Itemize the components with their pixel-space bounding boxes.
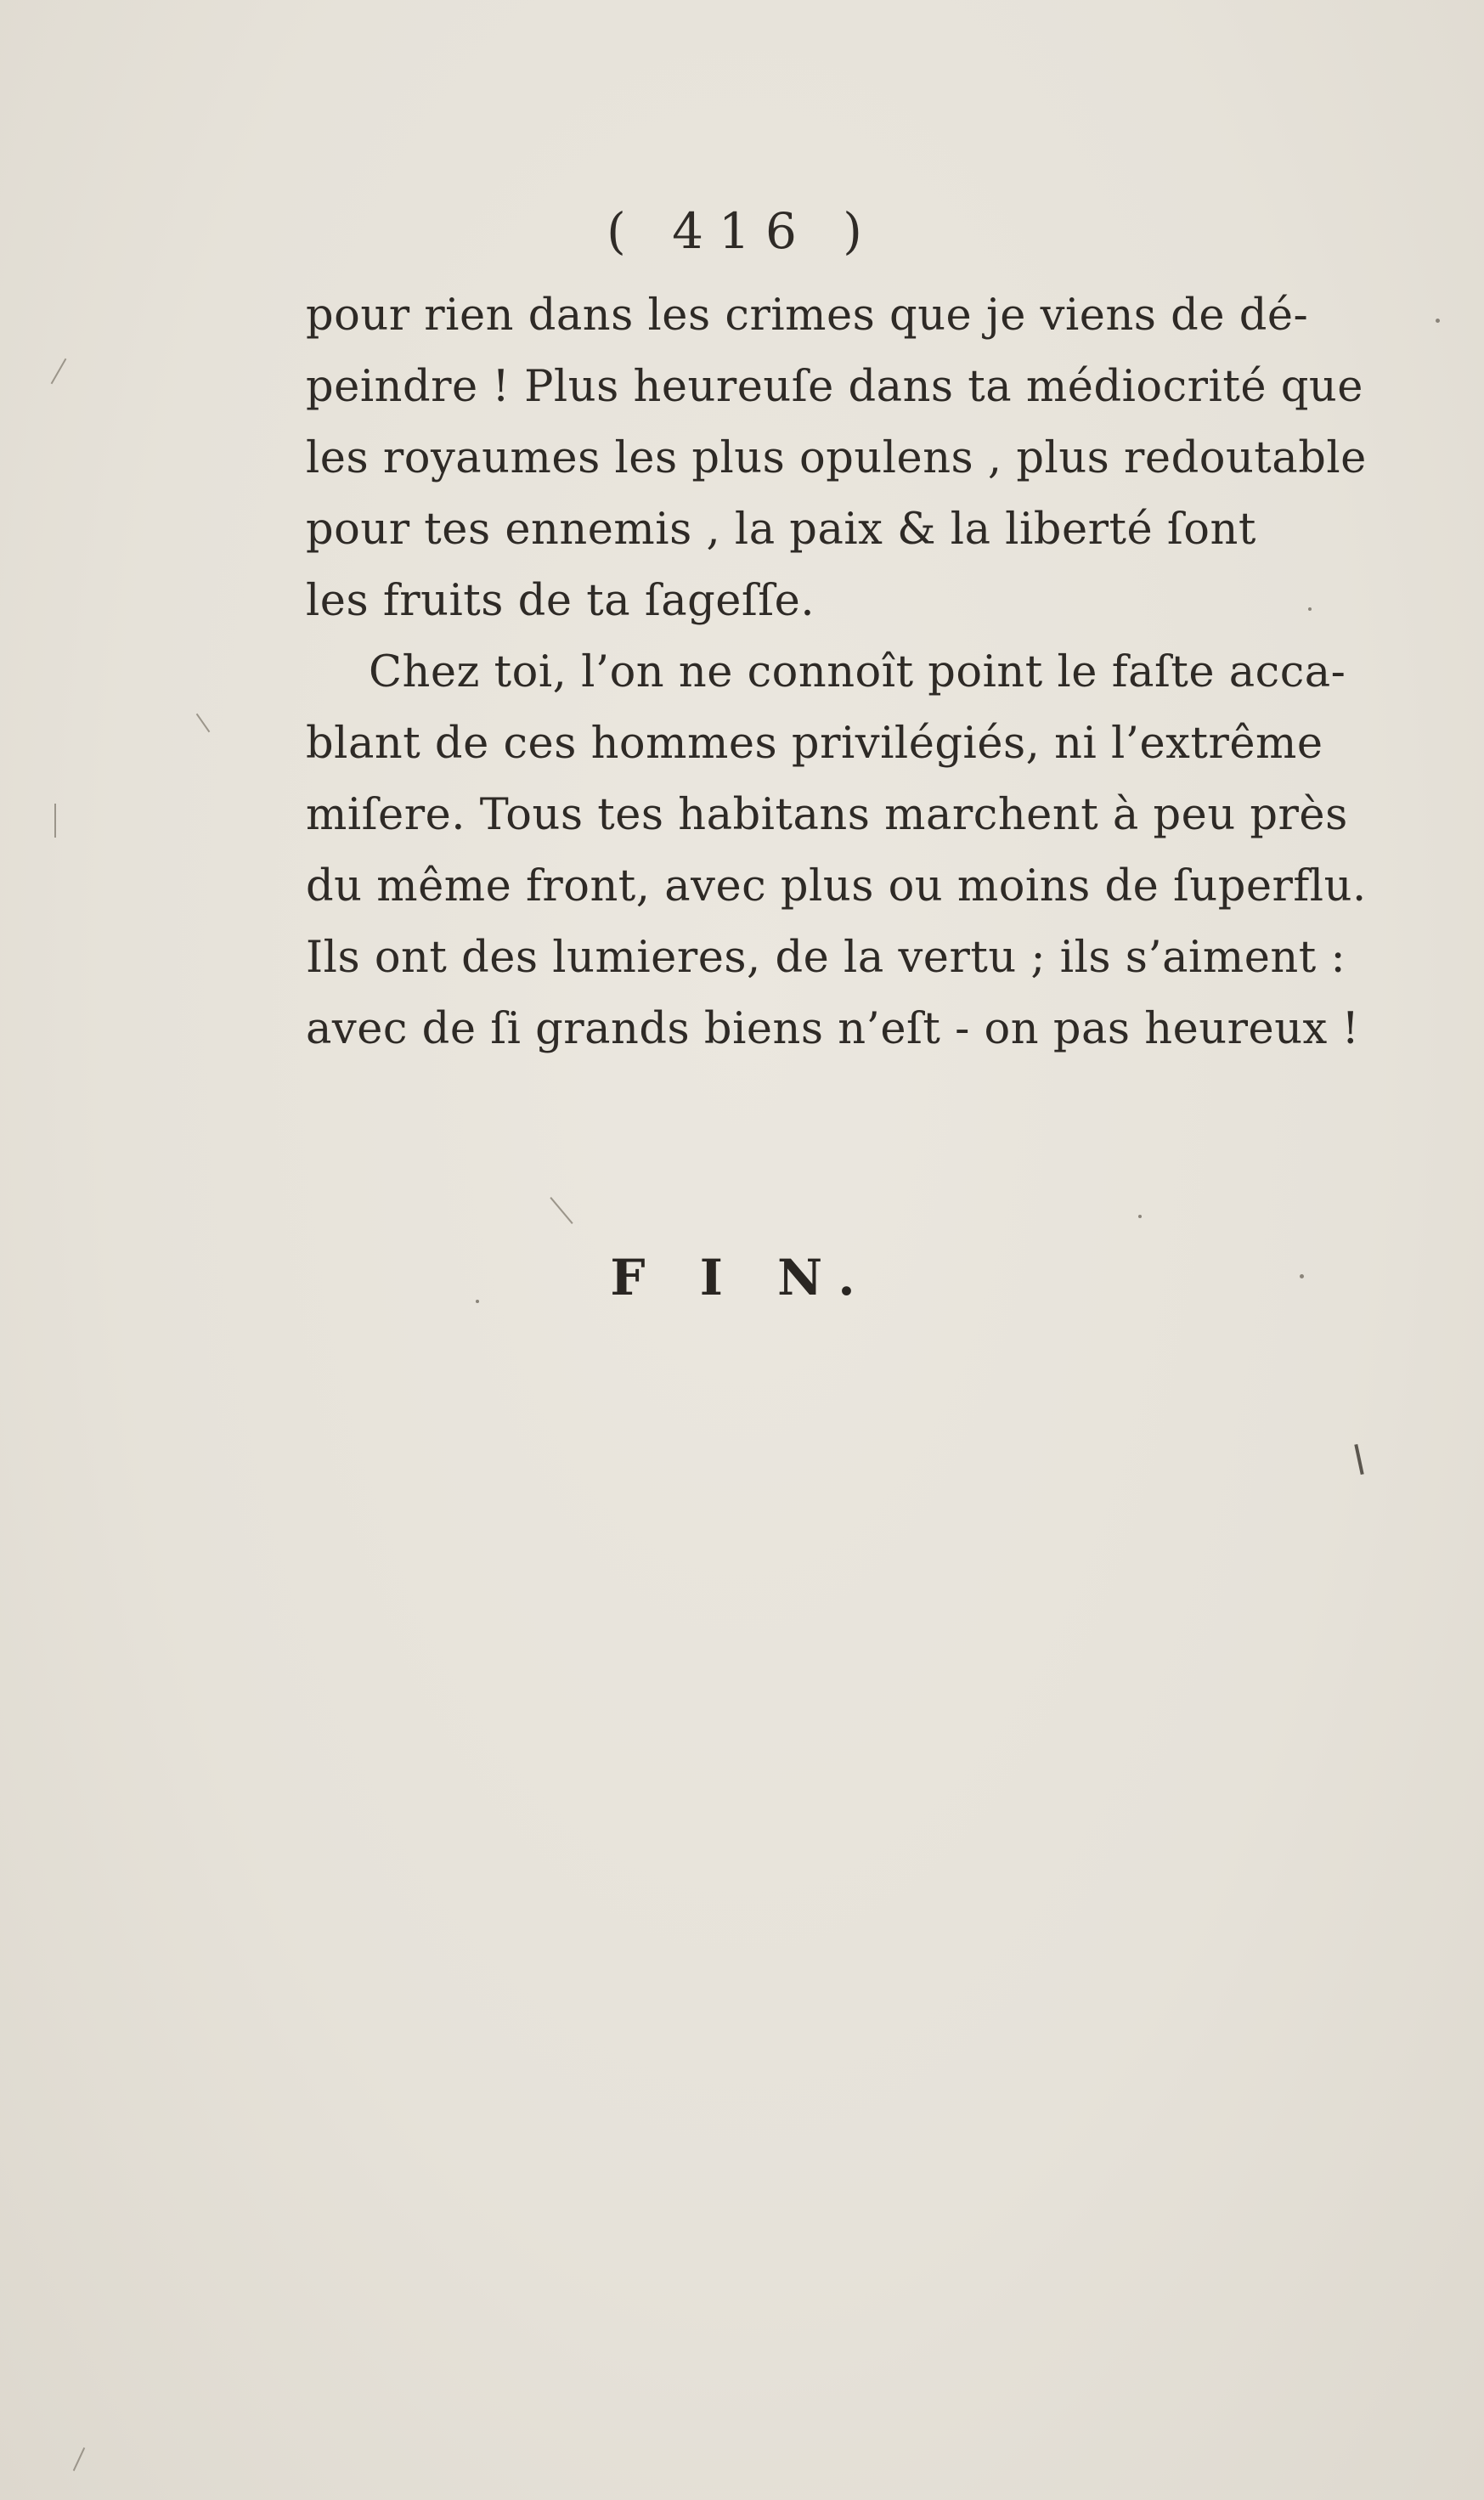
- page-number: ( 416 ): [607, 202, 877, 260]
- paper-speck: [476, 1300, 479, 1303]
- text-line: pour tes ennemis , la paix & la liberté ſont: [306, 505, 1256, 555]
- text-line: du même front, avec plus ou moins de ſuperflu.: [306, 861, 1367, 911]
- paper-speck: [1308, 607, 1312, 611]
- text-line: blant de ces hommes privilégiés, ni l’extrême: [306, 719, 1323, 769]
- paper-speck: [1138, 1215, 1142, 1218]
- paper-mark: [51, 358, 67, 384]
- text-line: miſere. Tous tes habitans marchent à peu près: [306, 790, 1348, 840]
- text-line: les fruits de ta ſageſſe.: [306, 576, 815, 626]
- paper-mark: [196, 714, 211, 732]
- text-line: pour rien dans les crimes que je viens de dé-: [306, 291, 1309, 341]
- paper-mark: [54, 804, 56, 838]
- text-line: les royaumes les plus opulens , plus redoutable: [306, 433, 1367, 483]
- paper-speck: [1300, 1274, 1304, 1278]
- paper-mark: [73, 2447, 85, 2471]
- paper-mark: [550, 1197, 573, 1224]
- text-line-paragraph-start: Chez toi, l’on ne connoît point le faſte acca-: [369, 647, 1346, 697]
- text-line: avec de ſi grands biens n’eſt - on pas heureux !: [306, 1004, 1360, 1054]
- text-line: Ils ont des lumieres, de la vertu ; ils s’aiment :: [306, 933, 1346, 983]
- paper-speck: [1436, 319, 1440, 323]
- text-line: peindre ! Plus heureuſe dans ta médiocrité que: [306, 362, 1363, 412]
- end-mark: F I N.: [610, 1249, 874, 1306]
- paper-mark: [1354, 1444, 1363, 1475]
